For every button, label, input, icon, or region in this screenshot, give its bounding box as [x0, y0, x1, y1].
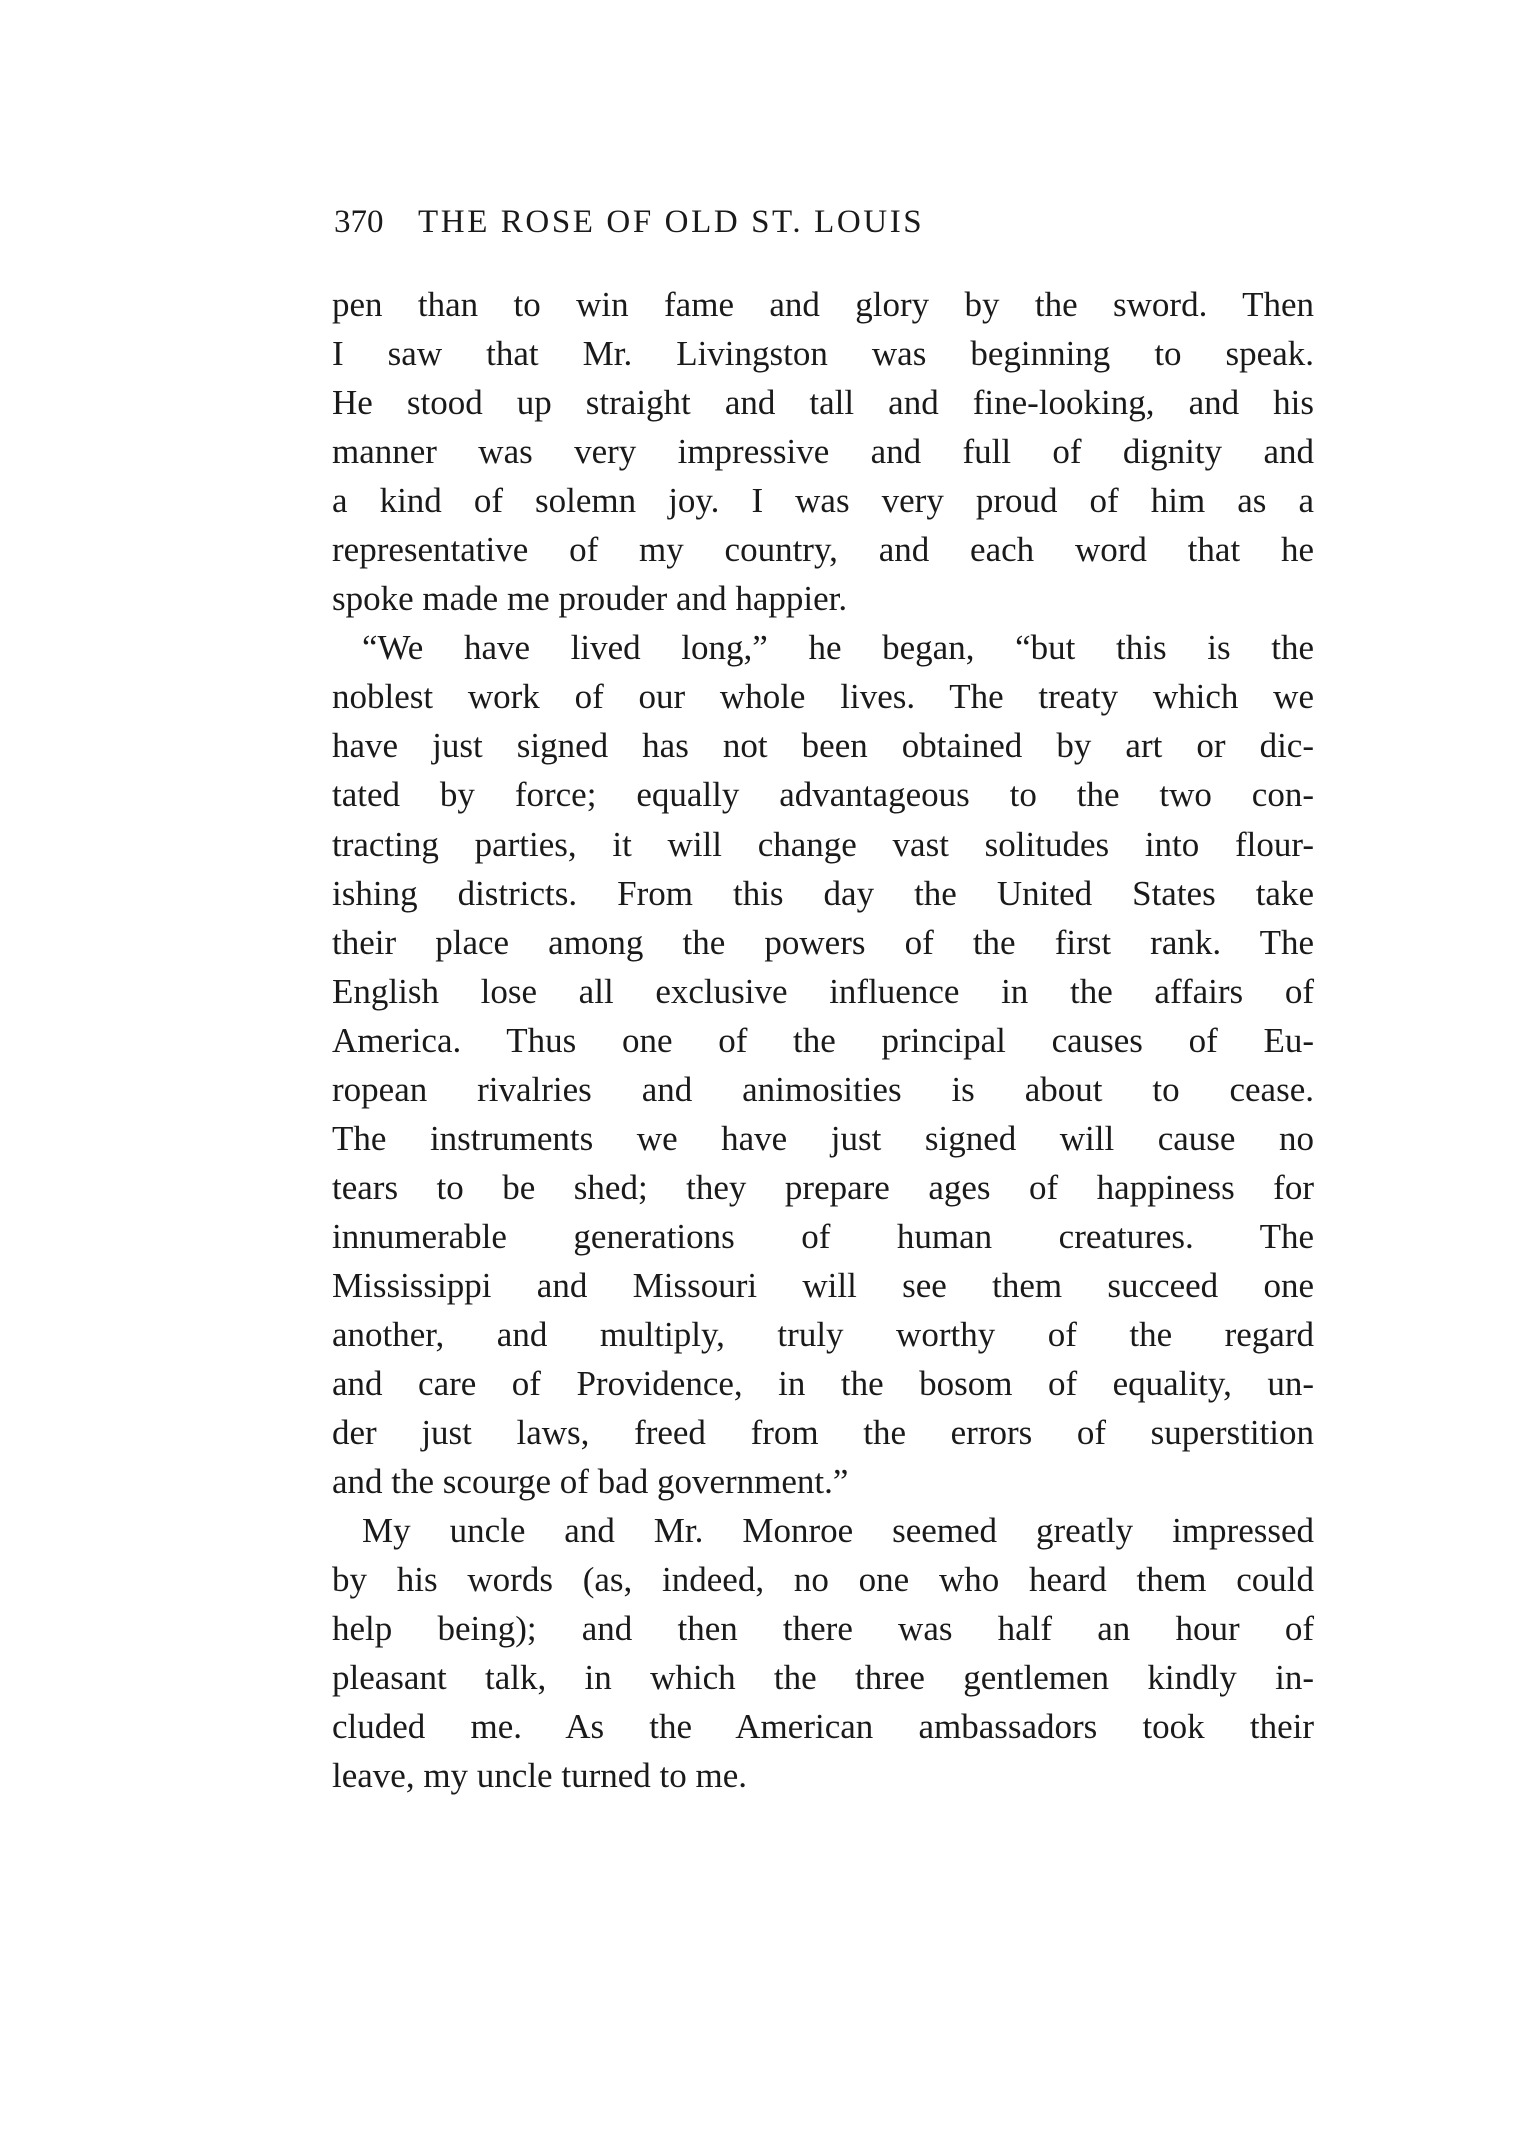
text-line: by his words (as, indeed, no one who heard them could	[332, 1560, 1314, 1600]
text-line: tated by force; equally advantageous to the two con-	[332, 775, 1314, 815]
text-line: tears to be shed; they prepare ages of happiness for	[332, 1167, 1314, 1207]
text-line: The instruments we have just signed will cause no	[332, 1118, 1314, 1158]
text-line: have just signed has not been obtained by art or dic-	[332, 726, 1314, 766]
text-line: and care of Providence, in the bosom of equality, un-	[332, 1364, 1314, 1404]
text-line: spoke made me prouder and happier.	[332, 579, 848, 619]
text-line: “We have lived long,” he began, “but this is the	[362, 628, 1314, 668]
text-line: their place among the powers of the first rank. The	[332, 922, 1314, 962]
text-line: ropean rivalries and animosities is about to cease.	[332, 1069, 1314, 1109]
text-line: America. Thus one of the principal causes of Eu-	[332, 1020, 1314, 1060]
text-line: tracting parties, it will change vast solitudes into flour-	[332, 824, 1314, 864]
page-number: 370	[334, 204, 384, 240]
text-line: ishing districts. From this day the United States take	[332, 873, 1314, 913]
paragraph	[332, 1506, 1314, 1800]
paragraph	[332, 623, 1314, 1506]
text-line: a kind of solemn joy. I was very proud of him as a	[332, 481, 1314, 521]
text-line: noblest work of our whole lives. The treaty which we	[332, 677, 1314, 717]
text-line: manner was very impressive and full of dignity and	[332, 432, 1314, 472]
text-line: der just laws, freed from the errors of superstition	[332, 1413, 1314, 1453]
text-line: My uncle and Mr. Monroe seemed greatly impressed	[362, 1511, 1314, 1551]
text-line: I saw that Mr. Livingston was beginning to speak.	[332, 334, 1314, 374]
text-line: leave, my uncle turned to me.	[332, 1756, 747, 1796]
text-line: He stood up straight and tall and fine-looking, and his	[332, 383, 1314, 423]
text-line: Mississippi and Missouri will see them succeed one	[332, 1265, 1314, 1305]
running-title: THE ROSE OF OLD ST. LOUIS	[418, 204, 925, 240]
text-line: another, and multiply, truly worthy of the regard	[332, 1314, 1314, 1354]
text-line: pen than to win fame and glory by the sword. Then	[332, 285, 1314, 324]
text-line: representative of my country, and each word that he	[332, 530, 1314, 570]
text-line: cluded me. As the American ambassadors took their	[332, 1707, 1314, 1747]
paragraph	[332, 280, 1314, 623]
text-line: help being); and then there was half an hour of	[332, 1609, 1314, 1649]
text-line: English lose all exclusive influence in the affairs of	[332, 971, 1314, 1011]
text-line: innumerable generations of human creatures. The	[332, 1216, 1314, 1256]
body-text	[332, 280, 1314, 1800]
running-header	[334, 204, 1138, 252]
text-line: pleasant talk, in which the three gentlemen kindly in-	[332, 1658, 1314, 1698]
text-line: and the scourge of bad government.”	[332, 1462, 849, 1502]
